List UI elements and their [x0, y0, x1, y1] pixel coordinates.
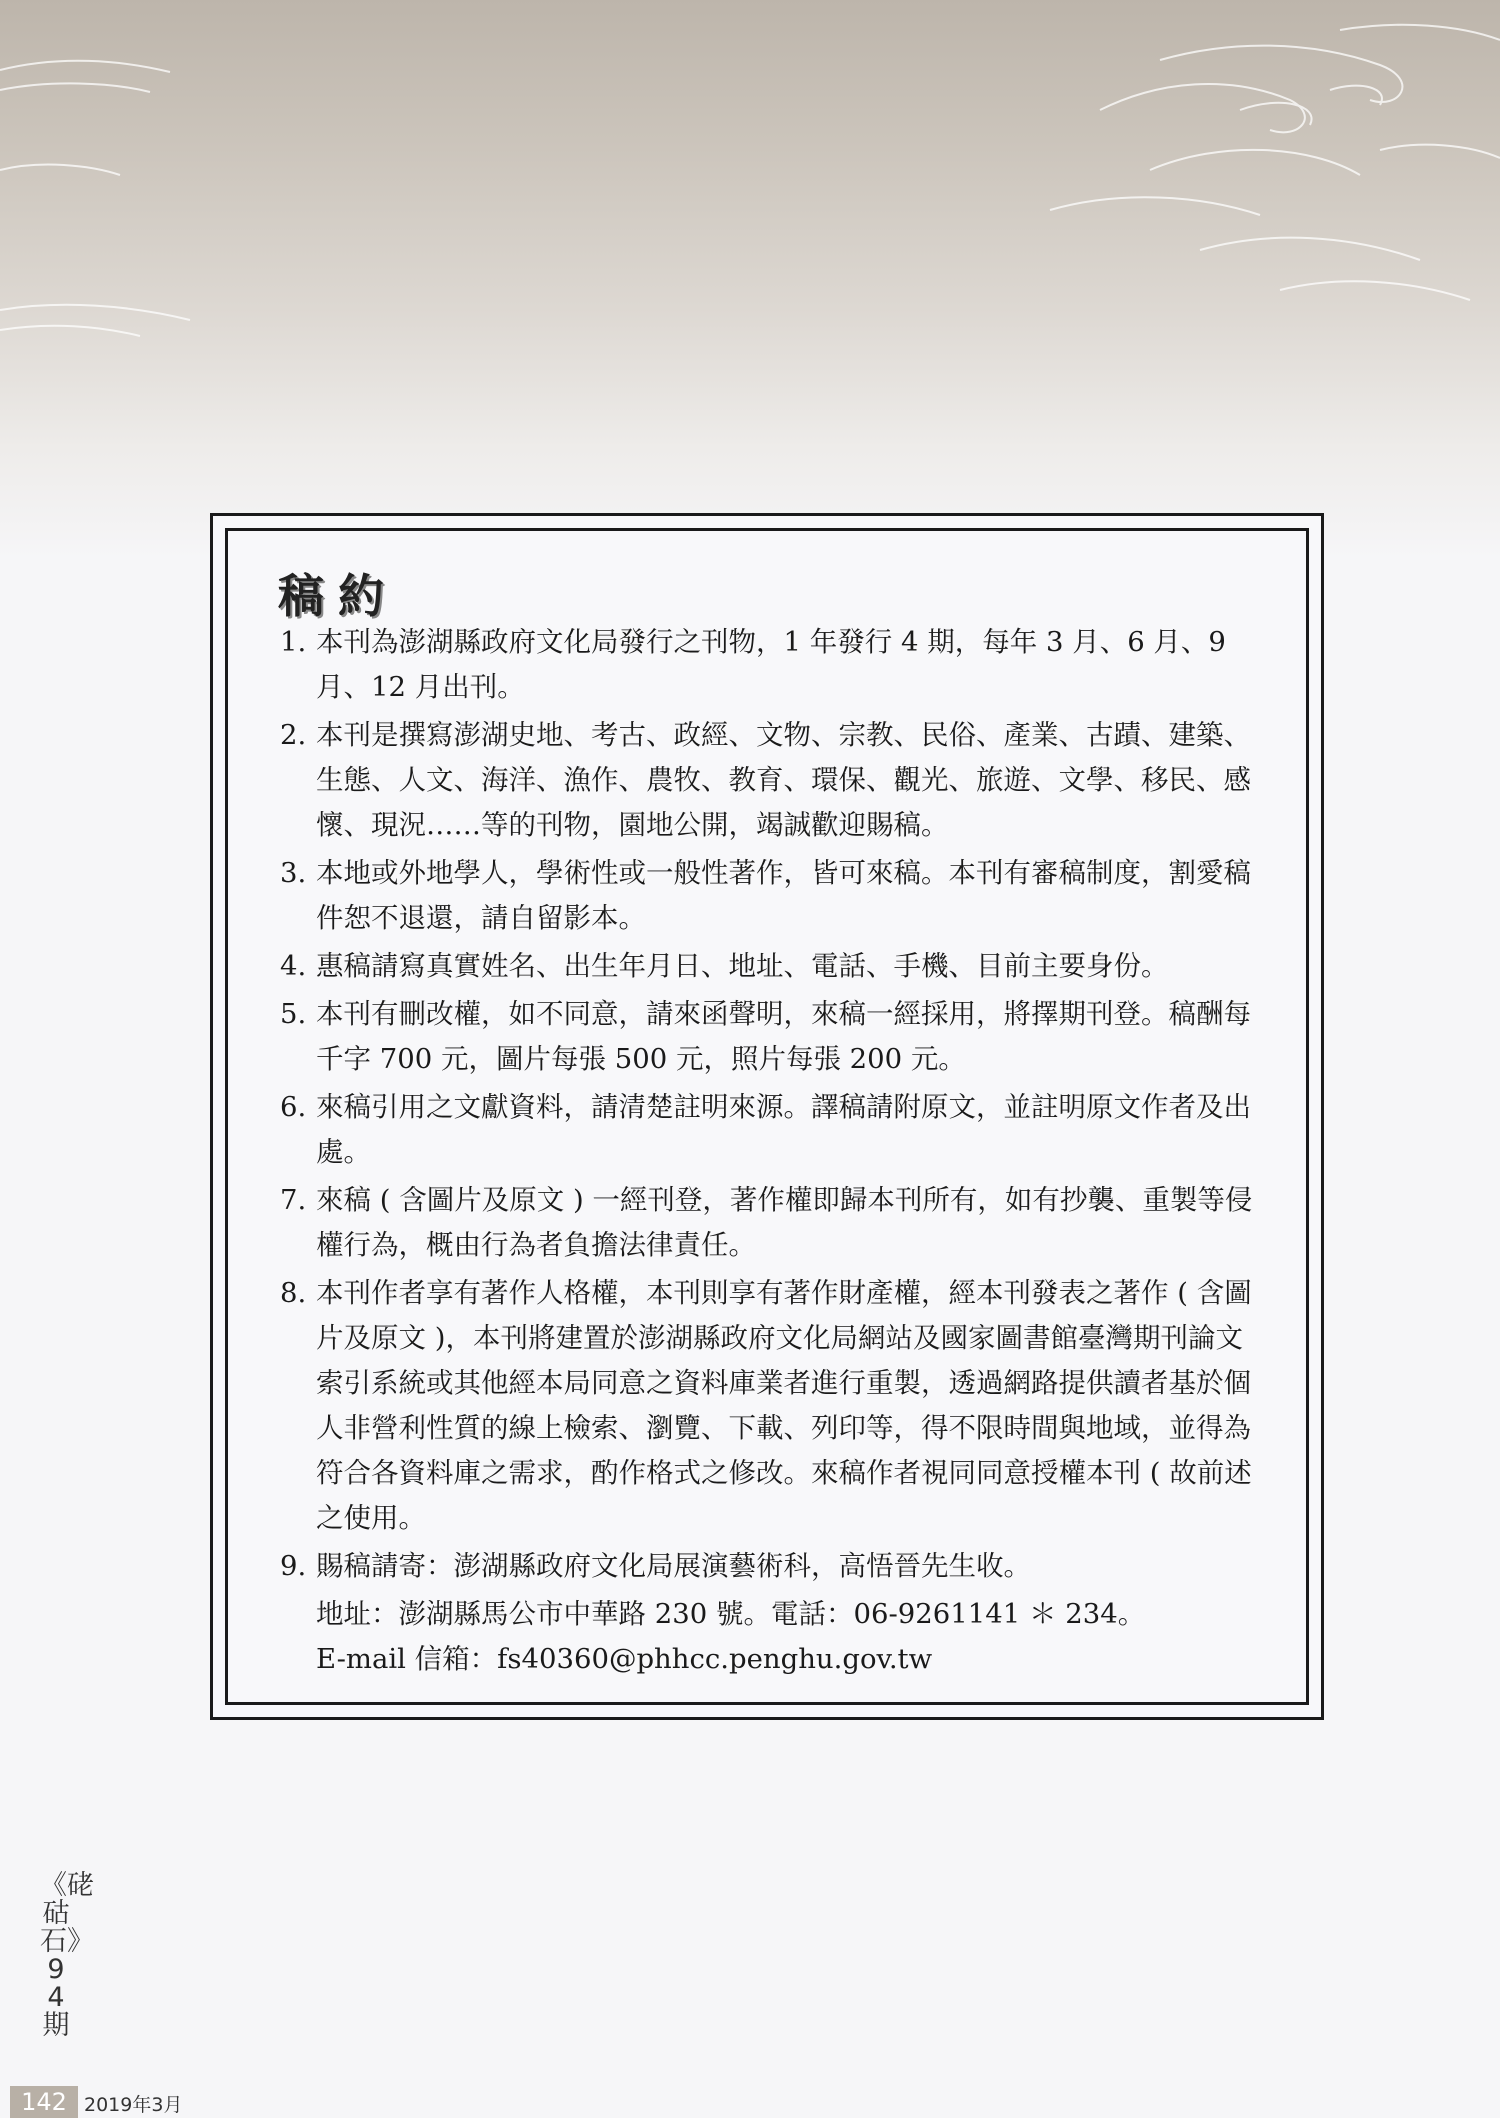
page-number: 142	[10, 2086, 78, 2118]
rule-text: 本刊有刪改權，如不同意，請來函聲明，來稿一經採用，將擇期刊登。稿酬每千字 700 元，圖片每張 500 元，照片每張 200 元。	[316, 998, 1251, 1075]
rule-text: 來稿 ( 含圖片及原文 ) 一經刊登，著作權即歸本刊所有，如有抄襲、重製等侵權行為，概由行為者負擔法律責任。	[316, 1184, 1253, 1261]
rule-text: 本地或外地學人，學術性或一般性著作，皆可來稿。本刊有審稿制度，割愛稿件恕不退還，請自留影本。	[316, 857, 1251, 934]
issue-date: 2019年3月	[84, 2094, 183, 2116]
rule-text: 賜稿請寄：澎湖縣政府文化局展演藝術科，高悟晉先生收。	[316, 1550, 1031, 1582]
submission-rules-list	[280, 620, 1270, 1682]
decorative-header-band	[0, 0, 1500, 560]
notice-title: 稿約	[278, 569, 398, 623]
rule-number: 6.	[280, 1091, 307, 1123]
rule-number: 3.	[280, 857, 307, 889]
rule-item-7	[280, 1178, 1270, 1268]
publication-title-vertical: 《硓𥑮石》94期	[40, 1870, 94, 2041]
rule-text: 來稿引用之文獻資料，請清楚註明來源。譯稿請附原文，並註明原文作者及出處。	[316, 1091, 1251, 1168]
rule-text: 本刊是撰寫澎湖史地、考古、政經、文物、宗教、民俗、產業、古蹟、建築、生態、人文、海洋、漁作、農牧、教育、環保、觀光、旅遊、文學、移民、感懷、現況……等的刊物，園地公開，竭誠歡迎賜稿。	[316, 719, 1251, 841]
rule-item-2	[280, 713, 1270, 848]
contact-email: E-mail 信箱：fs40360@phhcc.penghu.gov.tw	[316, 1643, 933, 1675]
rule-number: 1.	[280, 626, 307, 658]
cloud-pattern-decoration	[0, 0, 1500, 420]
rule-number: 8.	[280, 1277, 307, 1309]
rule-item-9	[280, 1544, 1270, 1589]
rule-item-3	[280, 851, 1270, 941]
rule-text: 本刊作者享有著作人格權，本刊則享有著作財產權，經本刊發表之著作 ( 含圖片及原文 )，本刊將建置於澎湖縣政府文化局網站及國家圖書館臺灣期刊論文索引系統或其他經本局同意之資料庫業者進行重製，透過網路提供讀者基於個人非營利性質的線上檢索、瀏覽、下載、列印等，得不限時間與地域，並得為符合各資料庫之需求，酌作格式之修改。來稿作者視同同意授權本刊 ( 故前述之使用。	[316, 1277, 1252, 1534]
rule-number: 4.	[280, 950, 307, 982]
rule-number: 2.	[280, 719, 307, 751]
rule-item-5	[280, 992, 1270, 1082]
rule-item-4	[280, 944, 1270, 989]
rule-number: 7.	[280, 1184, 307, 1216]
rule-text: 惠稿請寫真實姓名、出生年月日、地址、電話、手機、目前主要身份。	[316, 950, 1169, 982]
contact-address: 地址：澎湖縣馬公市中華路 230 號。電話：06-9261141 ＊ 234。	[316, 1598, 1146, 1630]
rule-text: 本刊為澎湖縣政府文化局發行之刊物，1 年發行 4 期，每年 3 月、6 月、9 月、12 月出刊。	[316, 626, 1226, 703]
rule-number: 5.	[280, 998, 307, 1030]
rule-item-6	[280, 1085, 1270, 1175]
rule-item-1	[280, 620, 1270, 710]
rule-item-8	[280, 1271, 1270, 1541]
rule-number: 9.	[280, 1550, 307, 1582]
